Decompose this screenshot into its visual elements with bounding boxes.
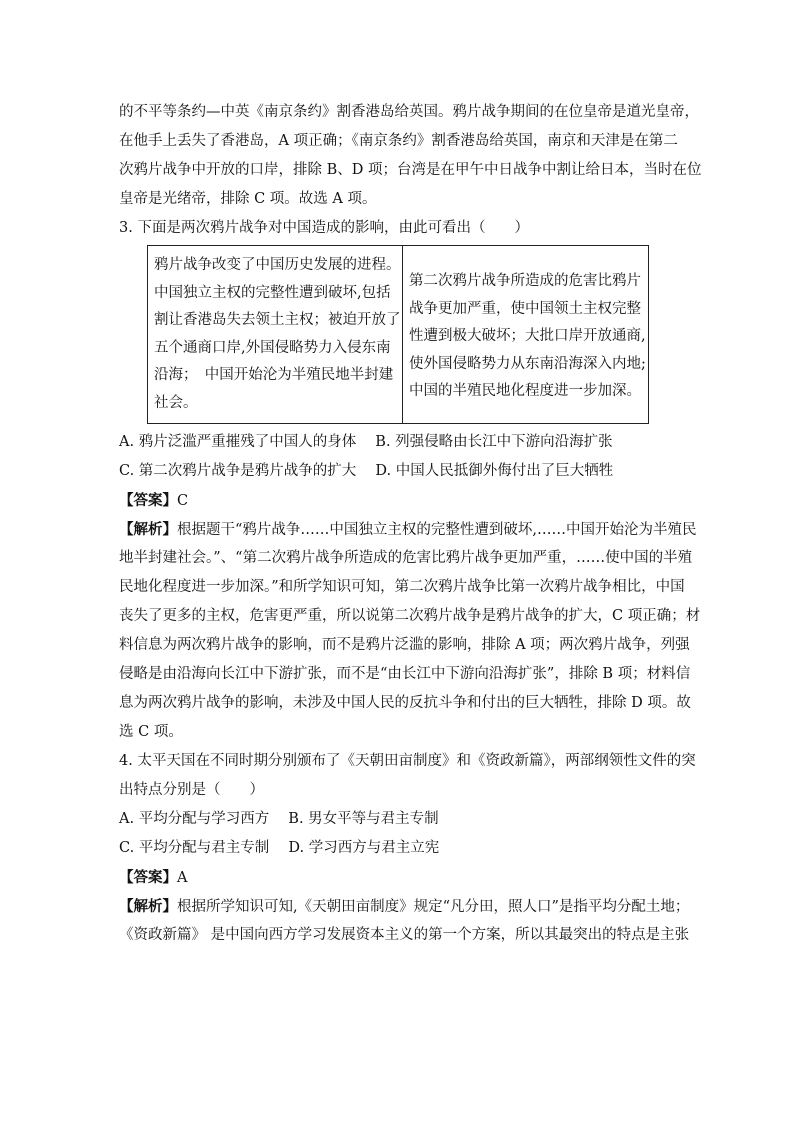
table-cell-line: 社会。 — [154, 394, 198, 411]
comparison-table — [147, 245, 649, 424]
analysis-text: 根据题干“鸦片战争……中国独立主权的完整性遭到破坏,……中国开始沦为半殖民 — [177, 522, 697, 538]
table-cell-line: 性遭到极大破坏；大批口岸开放通商, — [409, 328, 646, 344]
table-cell-line: 第二次鸦片战争所造成的危害比鸦片 — [409, 273, 641, 289]
table-cell-line: 鸦片战争改变了中国历史发展的进程。 — [154, 257, 401, 273]
answer-value: A — [177, 870, 188, 886]
table-cell-line: 割让香港岛失去领土主权；被迫开放了 — [154, 312, 401, 328]
analysis-label: 【解析】 — [119, 898, 177, 915]
question-3-analysis-line: 地半封建社会。”、“第二次鸦片战争所造成的危害比鸦片战争更加严重，……使中国的半殖 — [119, 550, 693, 566]
analysis-text: 根据所学知识可知,《天朝田亩制度》规定“凡分田，照人口”是指平均分配土地； — [177, 899, 690, 915]
question-4-answer — [119, 863, 679, 892]
table-cell-line: 中国的半殖民地化程度进一步加深。 — [409, 383, 641, 399]
table-cell-line: 五个通商口岸,外国侵略势力入侵东南 — [154, 339, 391, 356]
text-line: 的不平等条约—中英《南京条约》割香港岛给英国。鸦片战争期间的在位皇帝是道光皇帝， — [119, 104, 699, 120]
table-cell-line: 使外国侵略势力从东南沿海深入内地; — [409, 355, 646, 372]
document-content — [119, 98, 702, 950]
question-4-options-cd: C. 平均分配与君主专制 D. 学习西方与君主立宪 — [119, 840, 440, 856]
question-3-analysis-line: 丧失了更多的主权，危害更严重，所以说第二次鸦片战争是鸦片战争的扩大，C 项正确；材 — [119, 608, 701, 624]
table-cell-second-opium-war — [403, 246, 648, 423]
table-cell-line: 中国独立主权的完整性遭到破坏,包括 — [154, 284, 391, 301]
question-3-analysis-line: 选 C 项。 — [119, 724, 183, 740]
question-3-analysis-line — [119, 515, 697, 544]
text-line: 次鸦片战争中开放的口岸，排除 B、D 项；台湾是在甲午中日战争中割让给日本，当时在位 — [119, 162, 702, 178]
question-3-analysis-line: 民地化程度进一步加深。”和所学知识可知，第二次鸦片战争比第一次鸦片战争相比，中国 — [119, 579, 685, 595]
answer-label: 【答案】 — [119, 492, 177, 509]
question-4-stem: 4. 太平天国在不同时期分别颁布了《天朝田亩制度》和《资政新篇》，两部纲领性文件的突 — [119, 753, 696, 769]
question-4-options-ab: A. 平均分配与学习西方 B. 男女平等与君主专制 — [119, 811, 439, 827]
question-3-options-ab: A. 鸦片泛滥严重摧残了中国人的身体 B. 列强侵略由长江中下游向沿海扩张 — [119, 434, 613, 450]
question-4-analysis-line — [119, 892, 690, 921]
question-3-analysis-line: 料信息为两次鸦片战争的影响，而不是鸦片泛滥的影响，排除 A 项；两次鸦片战争，列强 — [119, 637, 690, 653]
question-4-stem: 出特点分别是（ ） — [119, 782, 264, 798]
question-3-stem: 3. 下面是两次鸦片战争对中国造成的影响，由此可看出（ ） — [119, 220, 529, 236]
question-3-analysis-line: 侵略是由沿海向长江中下游扩张，而不是“由长江中下游向沿海扩张”，排除 B 项；材料信 — [119, 666, 691, 682]
answer-value: C — [177, 493, 189, 509]
text-line: 皇帝是光绪帝，排除 C 项。故选 A 项。 — [119, 191, 377, 207]
table-cell-line: 沿海； 中国开始沦为半殖民地半封建 — [154, 367, 394, 383]
analysis-label: 【解析】 — [119, 521, 177, 538]
question-3-answer — [119, 486, 679, 515]
question-4-analysis-line: 《资政新篇》 是中国向西方学习发展资本主义的第一个方案，所以其最突出的特点是主张 — [119, 927, 690, 943]
text-line: 在他手上丢失了香港岛，A 项正确；《南京条约》割香港岛给英国，南京和天津是在第二 — [119, 133, 678, 149]
question-3-analysis-line: 息为两次鸦片战争的影响，未涉及中国人民的反抗斗争和付出的巨大牺牲，排除 D 项。故 — [119, 695, 691, 711]
answer-label: 【答案】 — [119, 869, 177, 886]
question-3-options-cd: C. 第二次鸦片战争是鸦片战争的扩大 D. 中国人民抵御外侮付出了巨大牺牲 — [119, 463, 614, 479]
table-cell-line: 战争更加严重，使中国领土主权完整 — [409, 300, 641, 317]
table-cell-opium-war — [148, 246, 403, 423]
